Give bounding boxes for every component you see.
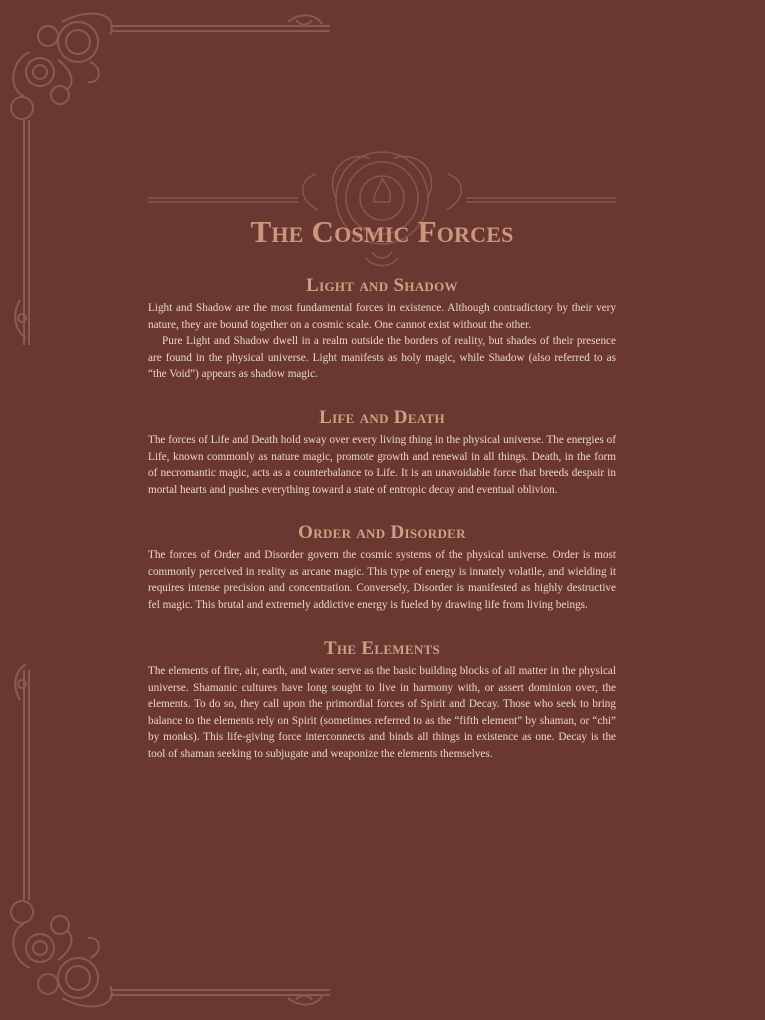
section-paragraph: Light and Shadow are the most fundamental forces in existence. Although contradictory by their very nature, they are bound together on a cosmic scale. One cannot exist without the other. xyxy=(148,302,616,331)
top-left-flourish-icon xyxy=(11,13,112,119)
section-light-and-shadow xyxy=(148,275,616,383)
section-life-and-death xyxy=(148,407,616,498)
section-the-elements xyxy=(148,638,616,763)
section-paragraph: Pure Light and Shadow dwell in a realm outside the borders of reality, but shades of their presence are found in the physical universe. Light manifests as holy magic, while Shadow (also referred to as “the Void”) appears as shadow magic. xyxy=(148,335,616,381)
section-heading: Life and Death xyxy=(319,407,445,428)
title-crest-ornament xyxy=(148,140,616,270)
section-heading: Order and Disorder xyxy=(298,522,466,543)
section-heading: Light and Shadow xyxy=(306,275,458,296)
page-title: The Cosmic Forces xyxy=(250,214,514,249)
bottom-left-flourish-icon xyxy=(11,901,112,1007)
section-heading: The Elements xyxy=(323,638,441,659)
section-order-and-disorder xyxy=(148,522,616,613)
flame-icon xyxy=(374,178,390,202)
section-paragraph: The forces of Order and Disorder govern the cosmic systems of the physical universe. Order is most commonly perceived in reality as arcane magic. This type of energy is innately volatile, and wielding it requires intense precision and concentration. Conversely, Disorder is manifested as highly destructive fel magic. This brutal and extremely addictive energy is fueled by drawing life from living beings. xyxy=(148,549,616,611)
section-paragraph: The elements of fire, air, earth, and water serve as the basic building blocks of all matter in the physical universe. Shamanic cultures have long sought to live in harmony with, or assert dominion over, the elements. To do so, they call upon the primordial forces of Spirit and Decay. Those who seek to bring balance to the elements rely on Spirit (sometimes referred to as the “fifth element” by shaman, or “chi” by monks). This life-giving force interconnects and binds all things in existence as one. Decay is the tool of shaman seeking to subjugate and weaponize the elements themselves. xyxy=(148,665,616,760)
section-paragraph: The forces of Life and Death hold sway over every living thing in the physical universe. The energies of Life, known commonly as nature magic, promote growth and renewal in all things. Death, in the form of necromantic magic, acts as a counterbalance to Life. It is an unavoidable force that breeds despair in mortal hearts and pushes everything toward a state of entropic decay and eventual oblivion. xyxy=(148,434,616,496)
